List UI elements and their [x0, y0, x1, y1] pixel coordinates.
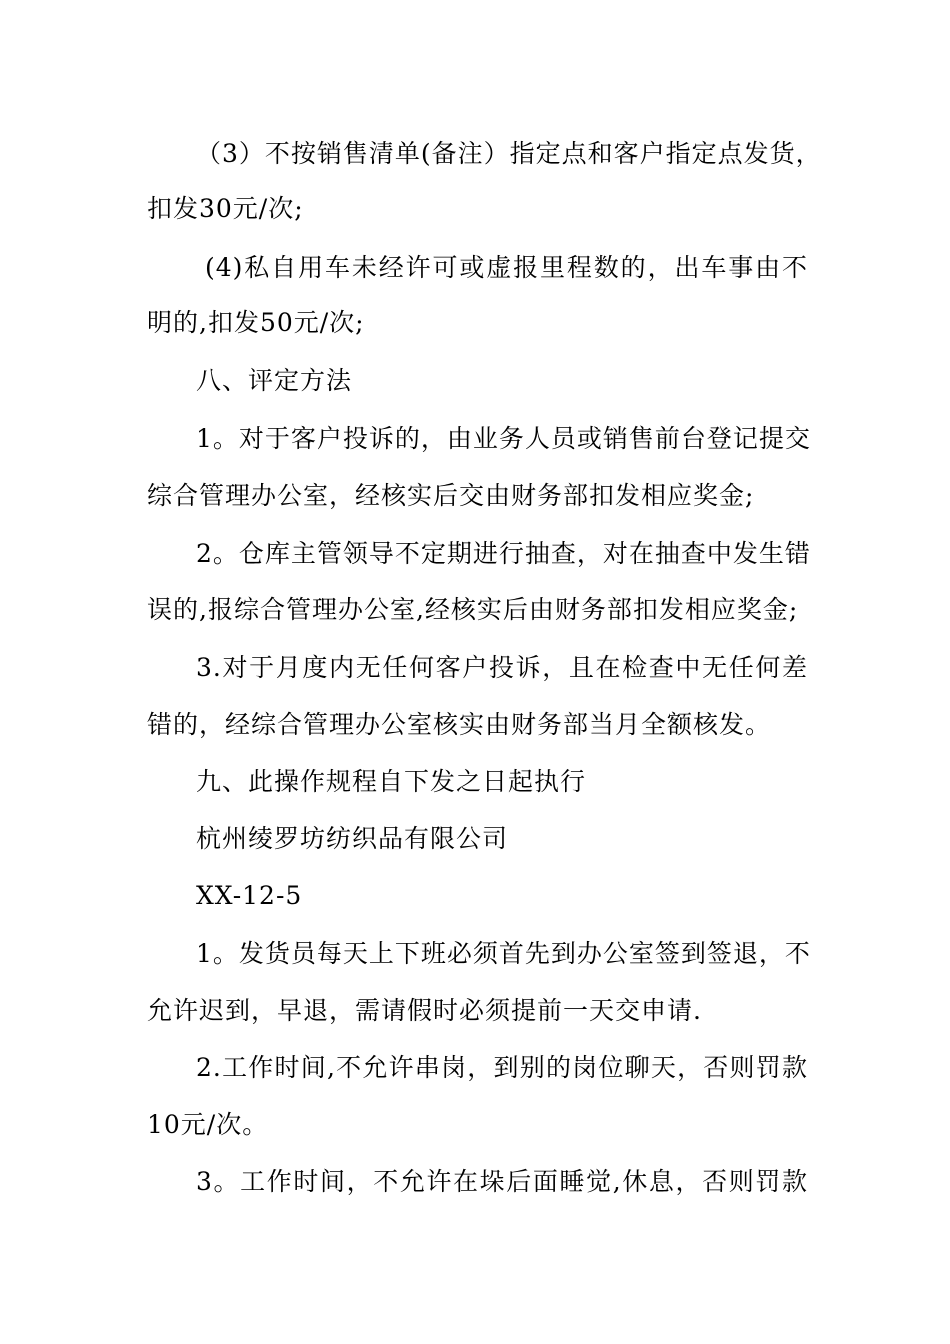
- text-line-1: （3）不按销售清单(备注）指定点和客户指定点发货，: [196, 139, 822, 168]
- text-line-4: 明的,扣发50元/次;: [147, 308, 365, 337]
- text-line-2: 扣发30元/次;: [147, 194, 304, 223]
- text-line-18: 10元/次。: [147, 1110, 269, 1139]
- text-line-3: (4)私自用车未经许可或虚报里程数的，出车事由不: [205, 253, 808, 282]
- text-line-11: 错的，经综合管理办公室核实由财务部当月全额核发。: [147, 710, 772, 739]
- text-line-15: 1。发货员每天上下班必须首先到办公室签到签退，不: [196, 939, 811, 968]
- text-line-10: 3.对于月度内无任何客户投诉，且在检查中无任何差: [196, 653, 808, 682]
- text-line-16: 允许迟到，早退，需请假时必须提前一天交申请.: [147, 996, 702, 1025]
- section-heading-9: 九、此操作规程自下发之日起执行: [196, 767, 587, 796]
- document-date: XX-12-5: [196, 881, 303, 910]
- text-line-7: 综合管理办公室，经核实后交由财务部扣发相应奖金;: [147, 481, 755, 510]
- text-line-19: 3。工作时间，不允许在垛后面睡觉,休息，否则罚款: [196, 1167, 808, 1196]
- company-name: 杭州绫罗坊纺织品有限公司: [196, 824, 509, 853]
- text-line-17: 2.工作时间,不允许串岗，到别的岗位聊天，否则罚款: [196, 1053, 808, 1082]
- text-line-6: 1。对于客户投诉的，由业务人员或销售前台登记提交: [196, 424, 811, 453]
- text-line-9: 误的,报综合管理办公室,经核实后由财务部扣发相应奖金;: [147, 595, 799, 624]
- section-heading-8: 八、评定方法: [196, 366, 353, 395]
- text-line-8: 2。仓库主管领导不定期进行抽查，对在抽查中发生错: [196, 539, 811, 568]
